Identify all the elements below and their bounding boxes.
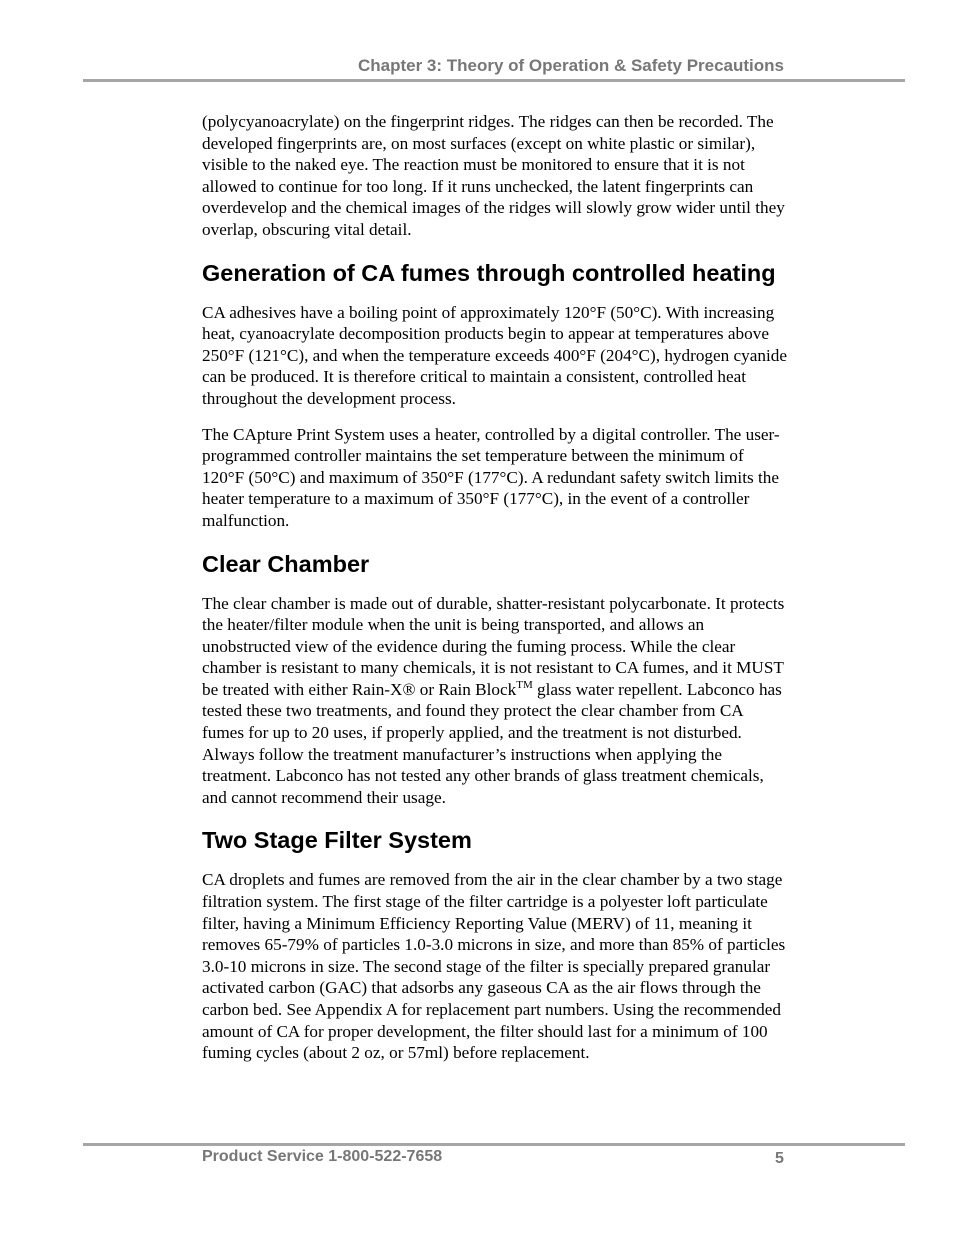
- heating-paragraph-1: CA adhesives have a boiling point of approximately 120°F (50°C). With increasing heat, cyanoacrylate decomposition products begin to appear at temperatures above 250°F (121°C), and when the temperature exceeds 400°F (204°C), hydrogen cyanide can be produced. It is therefore critical to maintain a consistent, controlled heat throughout the development process.: [202, 302, 787, 408]
- footer-rule: [83, 1143, 905, 1146]
- chapter-header: Chapter 3: Theory of Operation & Safety Precautions: [357, 56, 784, 75]
- intro-paragraph: (polycyanoacrylate) on the fingerprint ridges. The ridges can then be recorded. The developed fingerprints are, on most surfaces (except on white plastic or similar), visible to the naked eye. The reaction must be monitored to ensure that it is not allowed to continue for too long. If it runs unchecked, the latent fingerprints can overdevelop and the chemical images of the ridges will slowly grow wider until they overlap, obscuring vital detail.: [202, 112, 785, 239]
- product-service-line: Product Service 1-800-522-7658: [202, 1148, 443, 1165]
- filter-paragraph: CA droplets and fumes are removed from the air in the clear chamber by a two stage filtration system. The first stage of the filter cartridge is a polyester loft particulate filter, having a Minimum Efficiency Reporting Value (MERV) of 11, meaning it removes 65-79% of particles 1.0-3.0 microns in size, and more than 85% of particles 3.0-10 microns in size. The second stage of the filter is specially prepared granular activated carbon (GAC) that adsorbs any gaseous CA as the air flows through the carbon bed. See Appendix A for replacement part numbers. Using the recommended amount of CA for proper development, the filter should last for a minimum of 100 fuming cycles (about 2 oz, or 57ml) before replacement.: [202, 870, 786, 1063]
- chamber-text-part-2: glass water repellent. Labconco has tested these two treatments, and found they protect the clear chamber from CA fumes for up to 20 uses, if properly applied, and the treatment is not disturbed. Always follow the treatment manufacturer’s instructions when applying the treatment. Labconco has not tested any other brands of glass treatment chemicals, and cannot recommend their usage.: [202, 679, 782, 807]
- header-rule: [83, 79, 905, 82]
- heading-ca-fumes-heating: Generation of CA fumes through controlled heating: [202, 259, 776, 286]
- heading-two-stage-filter: Two Stage Filter System: [202, 827, 472, 854]
- page-content: [202, 111, 787, 1078]
- heading-clear-chamber: Clear Chamber: [202, 550, 370, 577]
- trademark-mark: TM: [516, 678, 533, 691]
- heating-paragraph-2: The CApture Print System uses a heater, controlled by a digital controller. The user-programmed controller maintains the set temperature between the minimum of 120°F (50°C) and maximum of 350°F (177°C). A redundant safety switch limits the heater temperature to a maximum of 350°F (177°C), in the event of a controller malfunction.: [202, 424, 780, 530]
- chamber-paragraph: [202, 593, 787, 809]
- chamber-text-part-1: The clear chamber is made out of durable, shatter-resistant polycarbonate. It protects the heater/filter module when the unit is being transported, and allows an unobstructed view of the evidence during the fuming process. While the clear chamber is resistant to many chemicals, it is not resistant to CA fumes, and it MUST be treated with either Rain-X® or Rain Block: [202, 593, 785, 699]
- page-number: 5: [775, 1150, 784, 1167]
